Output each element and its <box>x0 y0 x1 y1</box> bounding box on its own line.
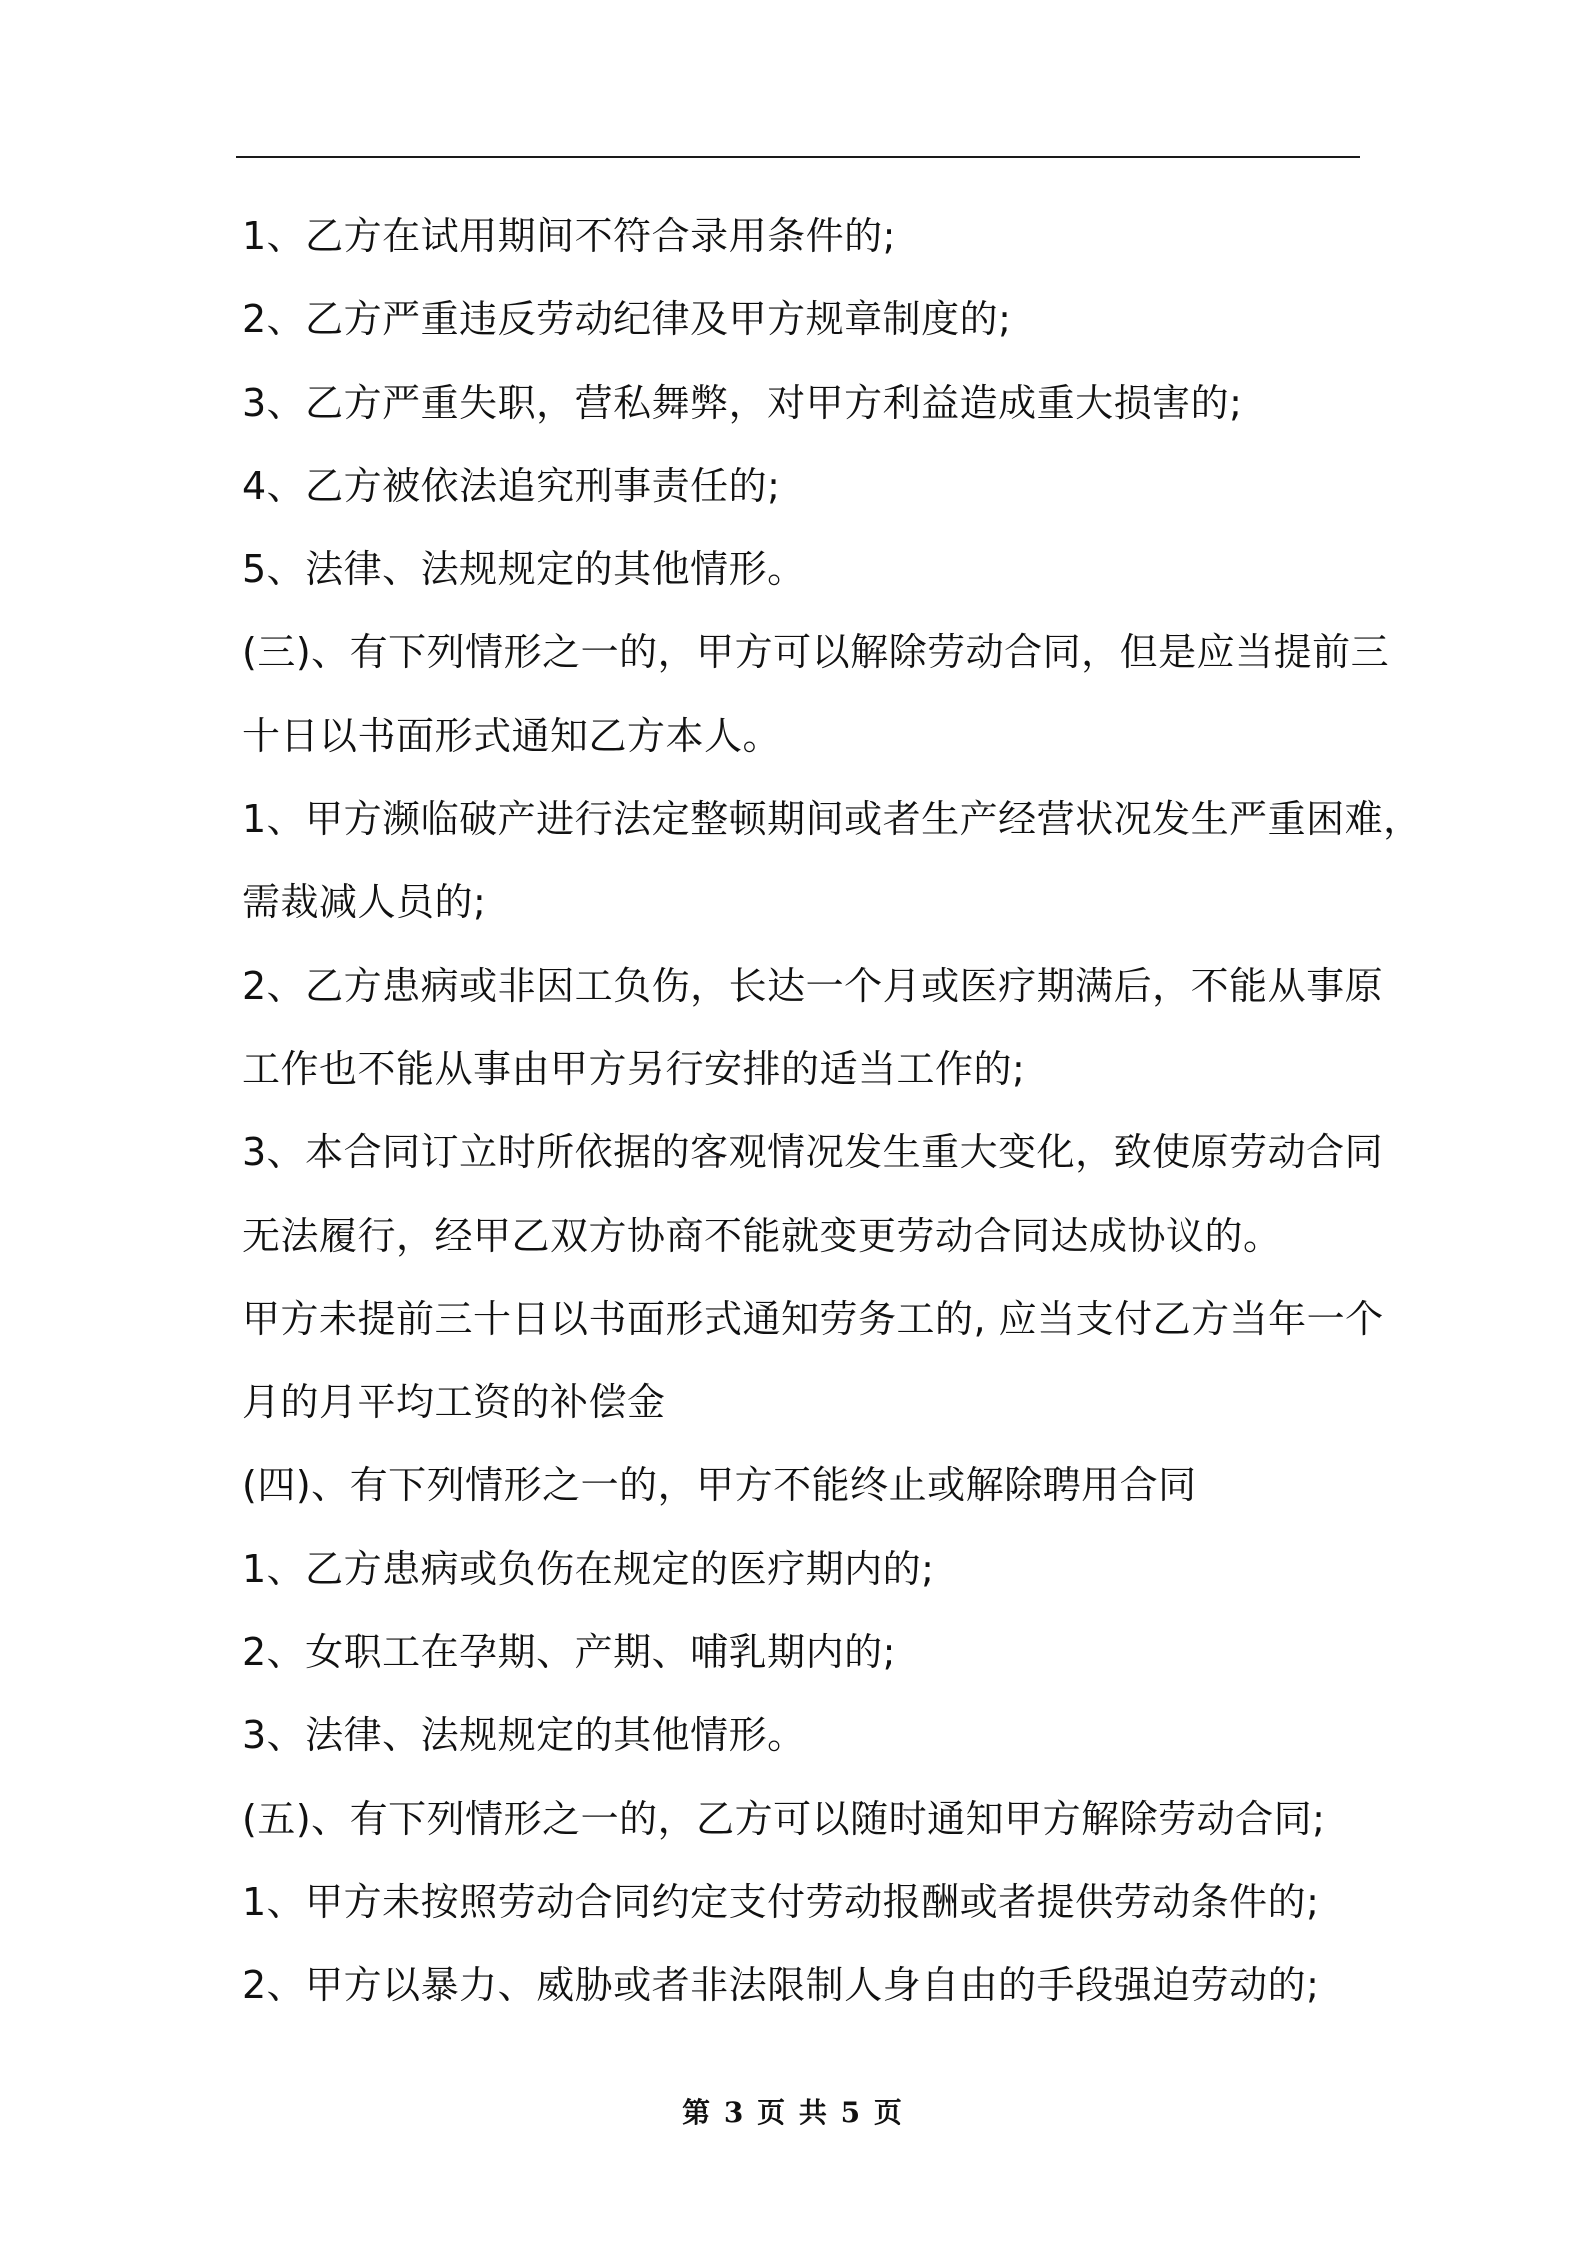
text-line: 工作也不能从事由甲方另行安排的适当工作的; <box>242 1046 1026 1091</box>
text-line: 1、甲方濒临破产进行法定整顿期间或者生产经营状况发生严重困难， <box>242 797 1422 842</box>
header-rule <box>236 156 1360 158</box>
text-line: 1、乙方患病或负伤在规定的医疗期内的; <box>242 1546 935 1591</box>
section-heading-3: (三)、有下列情形之一的，甲方可以解除劳动合同，但是应当提前三 <box>242 630 1390 675</box>
text-line: 需裁减人员的; <box>242 880 487 925</box>
text-line: 2、乙方严重违反劳动纪律及甲方规章制度的; <box>242 297 1012 342</box>
text-line: 2、女职工在孕期、产期、哺乳期内的; <box>242 1630 896 1675</box>
text-line: 甲方未提前三十日以书面形式通知劳务工的, 应当支付乙方当年一个 <box>242 1296 1384 1341</box>
text-line: 4、乙方被依法追究刑事责任的; <box>242 463 781 508</box>
text-line: 2、甲方以暴力、威胁或者非法限制人身自由的手段强迫劳动的; <box>242 1963 1320 2008</box>
text-line: 3、本合同订立时所依据的客观情况发生重大变化，致使原劳动合同 <box>242 1130 1384 1175</box>
text-line: 十日以书面形式通知乙方本人。 <box>242 713 782 758</box>
text-line: 无法履行，经甲乙双方协商不能就变更劳动合同达成协议的。 <box>242 1213 1282 1258</box>
text-line: 1、乙方在试用期间不符合录用条件的; <box>242 214 896 258</box>
page-number-footer: 第 3 页 共 5 页 <box>682 2096 904 2129</box>
text-line: 5、法律、法规规定的其他情形。 <box>242 547 806 592</box>
text-line: 3、乙方严重失职，营私舞弊，对甲方利益造成重大损害的; <box>242 380 1243 425</box>
text-line: 1、甲方未按照劳动合同约定支付劳动报酬或者提供劳动条件的; <box>242 1879 1320 1924</box>
document-body <box>242 206 1422 2039</box>
text-line: 月的月平均工资的补偿金 <box>242 1380 666 1425</box>
text-line: 2、乙方患病或非因工负伤，长达一个月或医疗期满后，不能从事原 <box>242 963 1384 1008</box>
section-heading-4: (四)、有下列情形之一的，甲方不能终止或解除聘用合同 <box>242 1463 1197 1508</box>
section-heading-5: (五)、有下列情形之一的，乙方可以随时通知甲方解除劳动合同; <box>242 1796 1326 1841</box>
text-line: 3、法律、法规规定的其他情形。 <box>242 1713 806 1758</box>
